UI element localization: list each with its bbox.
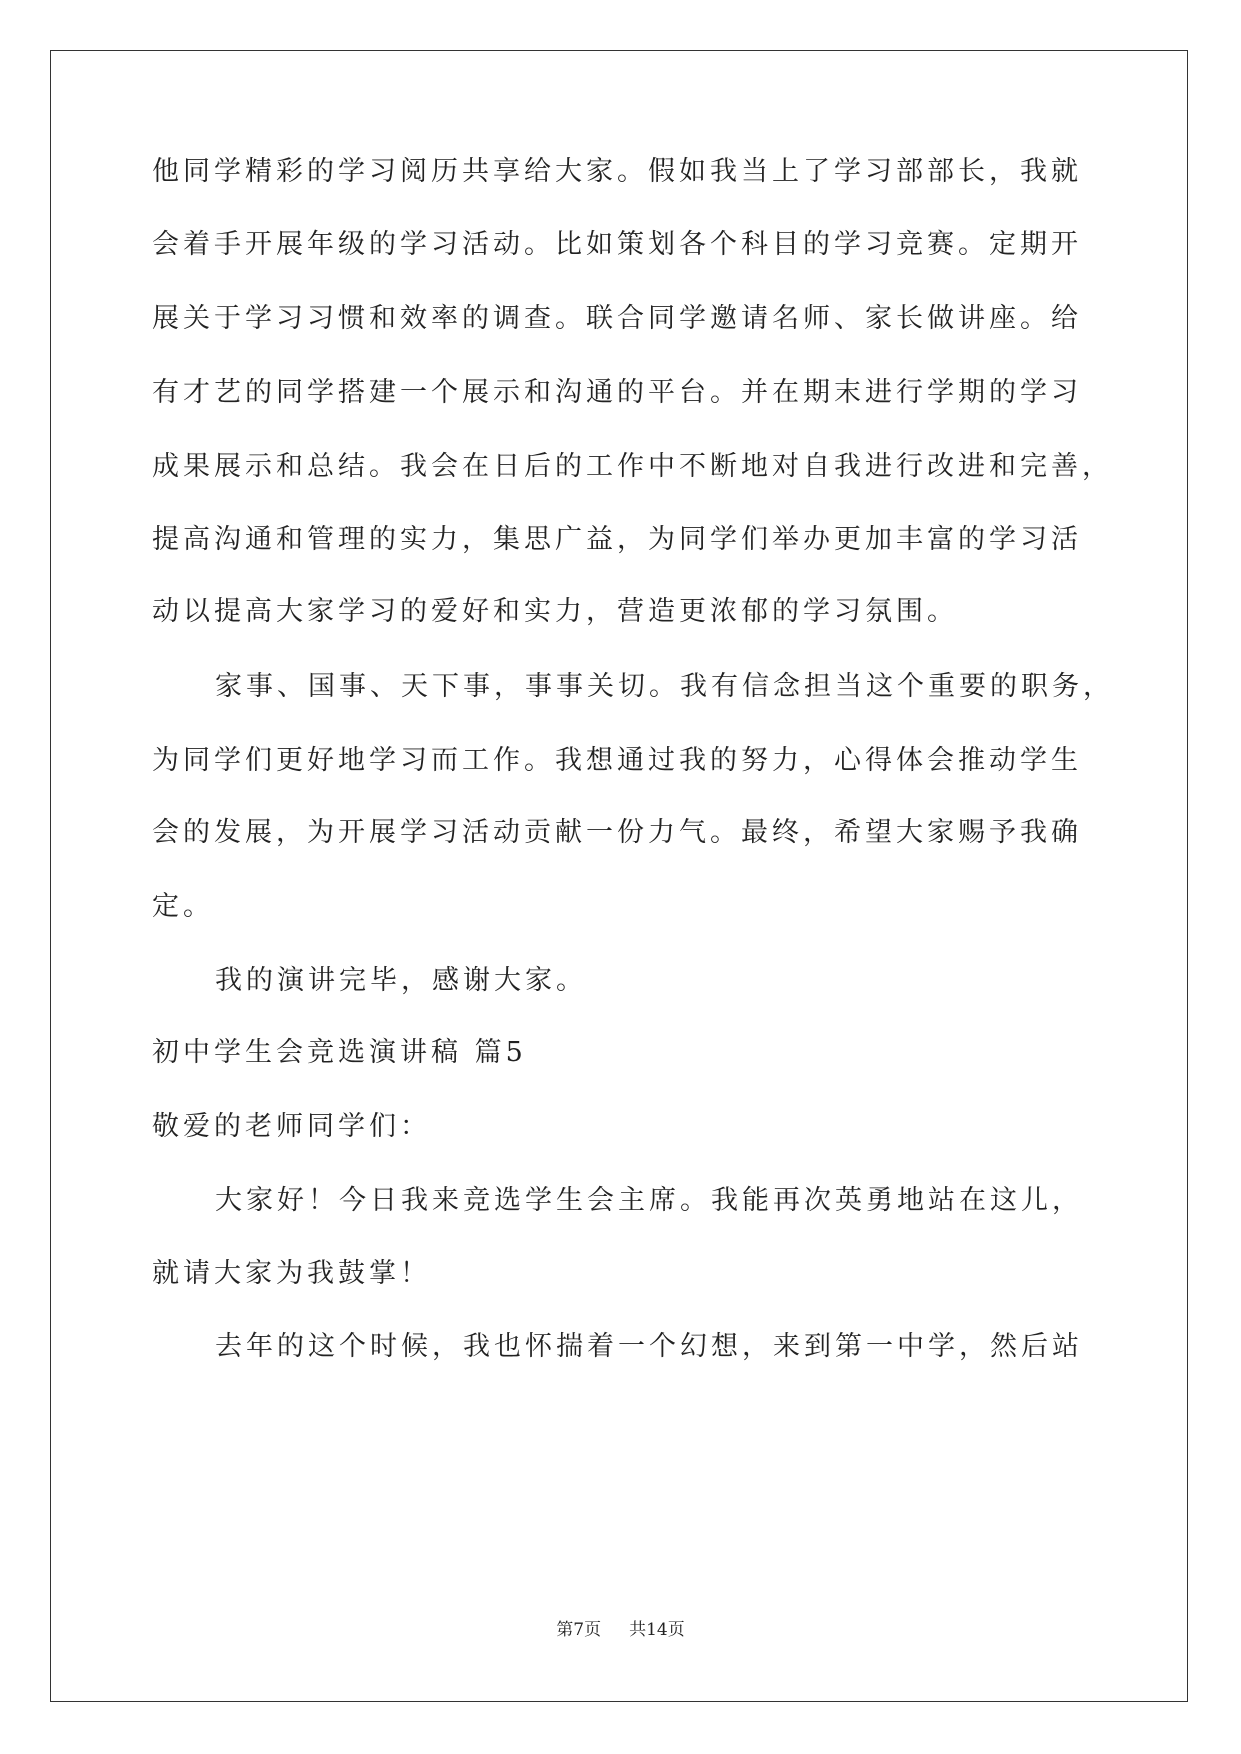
text-line: 会的发展，为开展学习活动贡献一份力气。最终，希望大家赐予我确 (152, 817, 1082, 848)
page-total: 共14页 (629, 1620, 685, 1640)
paragraph-start: 大家好！今日我来竞选学生会主席。我能再次英勇地站在这儿， (215, 1185, 1083, 1216)
text-line: 有才艺的同学搭建一个展示和沟通的平台。并在期末进行学期的学习 (152, 377, 1082, 408)
page-footer (0, 1615, 1241, 1640)
text-line: 他同学精彩的学习阅历共享给大家。假如我当上了学习部部长，我就 (152, 156, 1082, 187)
text-line: 动以提高大家学习的爱好和实力，营造更浓郁的学习氛围。 (152, 596, 958, 627)
text-line: 会着手开展年级的学习活动。比如策划各个科目的学习竞赛。定期开 (152, 229, 1082, 260)
text-line: 成果展示和总结。我会在日后的工作中不断地对自我进行改进和完善， (152, 451, 1113, 482)
paragraph-start: 去年的这个时候，我也怀揣着一个幻想，来到第一中学，然后站 (215, 1331, 1083, 1362)
paragraph-start: 我的演讲完毕，感谢大家。 (215, 965, 587, 996)
section-heading: 初中学生会竞选演讲稿 篇5 (152, 1037, 527, 1068)
page-border (50, 50, 1188, 1702)
salutation: 敬爱的老师同学们： (152, 1111, 431, 1142)
page-number: 第7页 (556, 1620, 602, 1640)
text-line: 为同学们更好地学习而工作。我想通过我的努力，心得体会推动学生 (152, 745, 1082, 776)
text-line: 就请大家为我鼓掌！ (152, 1258, 431, 1289)
text-line: 展关于学习习惯和效率的调查。联合同学邀请名师、家长做讲座。给 (152, 303, 1082, 334)
paragraph-start: 家事、国事、天下事，事事关切。我有信念担当这个重要的职务， (215, 671, 1114, 702)
text-line: 定。 (152, 891, 214, 922)
text-line: 提高沟通和管理的实力，集思广益，为同学们举办更加丰富的学习活 (152, 524, 1082, 555)
